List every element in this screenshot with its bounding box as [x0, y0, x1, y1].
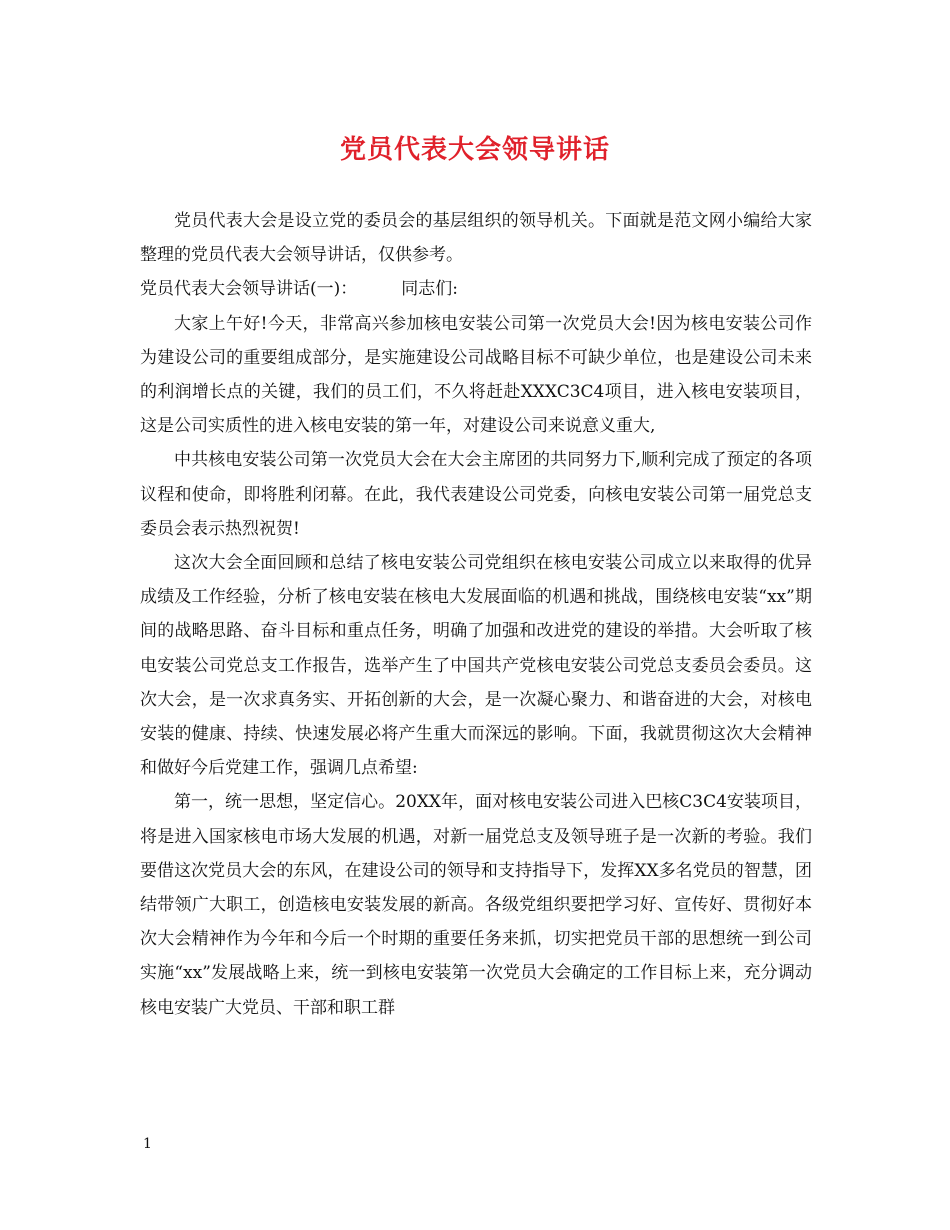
- body-paragraph-3: 这次大会全面回顾和总结了核电安装公司党组织在核电安装公司成立以来取得的优异成绩及工作经验，分析了核电安装在核电大发展面临的机遇和挑战，围绕核电安装“xx”期间的战略思路、奋斗目标和重点任务，明确了加强和改进党的建设的举措。大会听取了核电安装公司党总支工作报告，选举产生了中国共产党核电安装公司党总支委员会委员。这次大会，是一次求真务实、开拓创新的大会，是一次凝心聚力、和谐奋进的大会，对核电安装的健康、持续、快速发展必将产生重大而深远的影响。下面，我就贯彻这次大会精神和做好今后党建工作，强调几点希望:: [140, 553, 812, 779]
- intro-paragraph: 党员代表大会是设立党的委员会的基层组织的领导机关。下面就是范文网小编给大家整理的党员代表大会领导讲话，仅供参考。: [140, 211, 812, 266]
- document-body: [140, 204, 812, 1025]
- page-number: 1: [143, 1136, 152, 1152]
- section-heading: 党员代表大会领导讲话(一)：: [140, 279, 358, 300]
- body-paragraph-1: 大家上午好!今天，非常高兴参加核电安装公司第一次党员大会!因为核电安装公司作为建设公司的重要组成部分，是实施建设公司战略目标不可缺少单位，也是建设公司未来的利润增长点的关键，我们的员工们，不久将赶赴XXXC3C4项目，进入核电安装项目，这是公司实质性的进入核电安装的第一年，对建设公司来说意义重大,: [140, 313, 812, 437]
- section-heading-line: [140, 272, 812, 306]
- document-title: 党员代表大会领导讲话: [339, 135, 610, 165]
- greeting: 同志们:: [401, 279, 458, 300]
- body-paragraph-4: 第一，统一思想，坚定信心。20XX年，面对核电安装公司进入巴核C3C4安装项目，将是进入国家核电市场大发展的机遇，对新一届党总支及领导班子是一次新的考验。我们要借这次党员大会的东风，在建设公司的领导和支持指导下，发挥XX多名党员的智慧，团结带领广大职工，创造核电安装发展的新高。各级党组织要把学习好、宣传好、贯彻好本次大会精神作为今年和今后一个时期的重要任务来抓，切实把党员干部的思想统一到公司实施“xx”发展战略上来，统一到核电安装第一次党员大会确定的工作目标上来，充分调动核电安装广大党员、干部和职工群: [140, 792, 812, 1018]
- body-paragraph-2: 中共核电安装公司第一次党员大会在大会主席团的共同努力下,顺利完成了预定的各项议程和使命，即将胜利闭幕。在此，我代表建设公司党委，向核电安装公司第一届党总支委员会表示热烈祝贺!: [140, 450, 812, 539]
